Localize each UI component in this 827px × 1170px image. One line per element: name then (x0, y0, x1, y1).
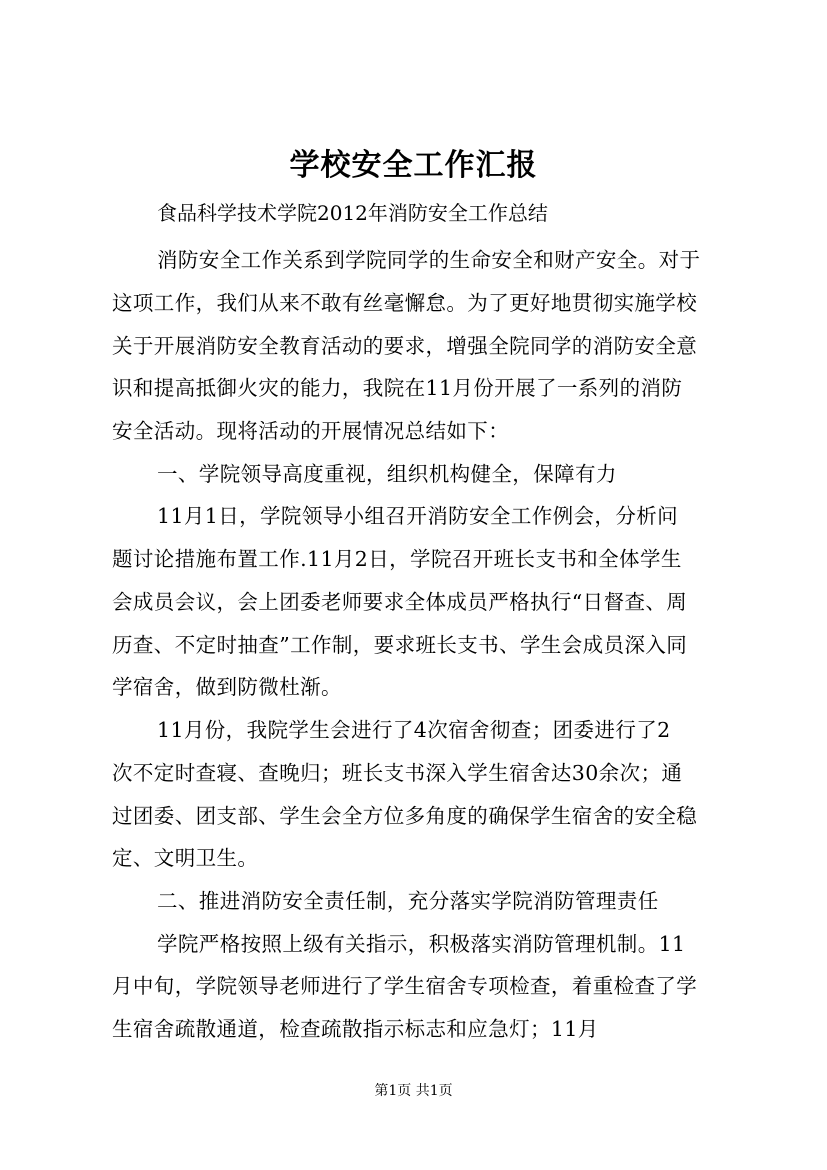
paragraph-line: 11月份，我院学生会进行了4次宿舍彻查；团委进行了2 (157, 718, 671, 742)
paragraph-line: 生宿舍疏散通道，检查疏散指示标志和应急灯；11月 (112, 1017, 599, 1041)
paragraph-line: 消防安全工作关系到学院同学的生命安全和财产安全。对于 (157, 248, 701, 272)
paragraph-line: 题讨论措施布置工作.11月2日，学院召开班长支书和全体学生 (112, 547, 682, 571)
paragraph-line: 11月1日，学院领导小组召开消防安全工作例会，分析问 (157, 504, 679, 528)
paragraph-line: 月中旬，学院领导老师进行了学生宿舍专项检查，着重检查了学 (112, 974, 698, 998)
document-subtitle: 食品科学技术学院2012年消防安全工作总结 (157, 201, 548, 225)
paragraph-line: 学院严格按照上级有关指示，积极落实消防管理机制。11 (157, 932, 686, 956)
paragraph-line: 次不定时查寝、查晚归；班长支书深入学生宿舍达30余次；通 (112, 761, 683, 785)
paragraph-line: 定、文明卫生。 (112, 846, 259, 870)
paragraph-line: 识和提高抵御火灾的能力，我院在11月份开展了一系列的消防 (112, 376, 683, 400)
paragraph-line: 过团委、团支部、学生会全方位多角度的确保学生宿舍的安全稳 (112, 804, 698, 828)
paragraph-line: 安全活动。现将活动的开展情况总结如下： (112, 419, 510, 443)
section-heading: 二、推进消防安全责任制，充分落实学院消防管理责任 (157, 889, 659, 913)
section-heading: 一、学院领导高度重视，组织机构健全，保障有力 (157, 462, 617, 486)
paragraph-line: 学宿舍，做到防微杜渐。 (112, 675, 342, 699)
paragraph-line: 关于开展消防安全教育活动的要求，增强全院同学的消防安全意 (112, 334, 698, 358)
paragraph-line: 会成员会议，会上团委老师要求全体成员严格执行“日督查、周 (112, 590, 688, 614)
document-title: 学校安全工作汇报 (289, 148, 538, 183)
paragraph-line: 历查、不定时抽查”工作制，要求班长支书、学生会成员深入同 (112, 633, 688, 657)
page-footer: 第1页 共1页 (374, 1083, 453, 1099)
paragraph-line: 这项工作，我们从来不敢有丝毫懈怠。为了更好地贯彻实施学校 (112, 291, 698, 315)
